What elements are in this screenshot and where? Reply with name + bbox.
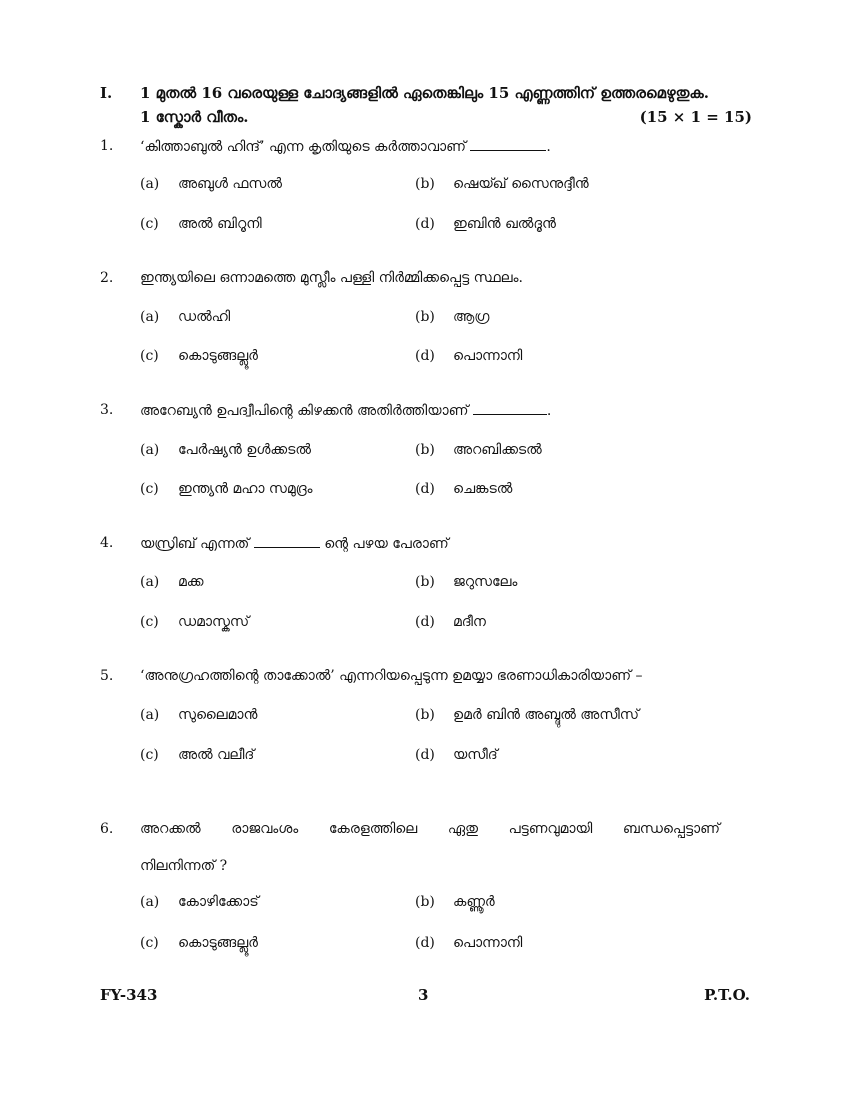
question-number: 1. xyxy=(100,138,114,154)
option-text: മദീന xyxy=(453,614,486,630)
answer-blank xyxy=(254,535,320,548)
option-text: പേർഷ്യൻ ഉൾക്കടൽ xyxy=(178,442,311,458)
option-text: അറബിക്കടൽ xyxy=(453,442,542,458)
option-label: (d) xyxy=(415,747,435,763)
option-label: (b) xyxy=(415,707,435,723)
option-text: കോഴിക്കോട് xyxy=(178,894,259,910)
option-text: ഷെയ്ഖ് സൈനുദ്ദീൻ xyxy=(453,176,589,192)
question-number: 4. xyxy=(100,535,114,551)
option-label: (d) xyxy=(415,481,435,497)
option-text: മക്ക xyxy=(178,574,204,590)
option-label: (d) xyxy=(415,216,435,232)
question-text-end: . xyxy=(546,139,551,155)
option-4d xyxy=(415,614,486,630)
option-label: (a) xyxy=(140,707,160,723)
answer-blank xyxy=(473,402,547,415)
option-text: ജറുസലേം xyxy=(453,574,518,590)
question-stem xyxy=(140,138,551,155)
option-text: ആഗ്ര xyxy=(453,309,490,325)
option-label: (a) xyxy=(140,309,160,325)
option-label: (b) xyxy=(415,176,435,192)
option-text: ഉമർ ബിൻ അബ്ദുൽ അസീസ് xyxy=(453,707,639,723)
option-text: അൽ വലീദ് xyxy=(178,747,255,763)
option-label: (a) xyxy=(140,176,160,192)
option-text: ഇന്ത്യൻ മഹാ സമുദ്രം xyxy=(178,481,313,497)
question-text-end: ന്റെ പഴയ പേരാണ് xyxy=(324,536,449,552)
option-label: (c) xyxy=(140,935,159,951)
option-text: ഡമാസ്കസ് xyxy=(178,614,250,630)
please-turn-over: P.T.O. xyxy=(704,986,750,1004)
option-text: അബുൾ ഫസൽ xyxy=(178,176,282,192)
question-text: ‘കിത്താബുൽ ഹിന്ദ്’ എന്ന കൃതിയുടെ കർത്താവാണ് xyxy=(140,139,466,155)
option-label: (d) xyxy=(415,614,435,630)
question-stem xyxy=(140,535,449,552)
question-number: 6. xyxy=(100,821,114,837)
option-label: (a) xyxy=(140,894,160,910)
question-number: 5. xyxy=(100,668,114,684)
option-6a xyxy=(140,894,259,910)
option-text: കണ്ണൂർ xyxy=(453,894,495,910)
question-text-line2: നിലനിന്നത് ? xyxy=(140,858,228,874)
option-6b xyxy=(415,894,495,910)
question-number: 2. xyxy=(100,270,114,286)
option-4a xyxy=(140,574,204,590)
option-1d xyxy=(415,216,556,232)
option-4b xyxy=(415,574,517,590)
option-text: പൊന്നാനി xyxy=(453,348,523,364)
option-label: (c) xyxy=(140,614,159,630)
option-6c xyxy=(140,935,258,951)
question-word: പട്ടണവുമായി xyxy=(508,821,593,837)
section-instruction: 1 മുതൽ 16 വരെയുള്ള ചോദ്യങ്ങളിൽ ഏതെങ്കിലും 15 എണ്ണത്തിന് ഉത്തരമെഴുതുക. xyxy=(140,84,709,102)
option-1a xyxy=(140,176,282,192)
option-5a xyxy=(140,707,257,723)
option-label: (b) xyxy=(415,574,435,590)
question-text-line1 xyxy=(140,821,720,837)
question-text: ‘അനുഗ്രഹത്തിന്റെ താക്കോൽ’ എന്നറിയപ്പെടുന്ന ഉമയ്യാ ഭരണാധികാരിയാണ് – xyxy=(140,668,643,684)
question-word: രാജവംശം xyxy=(231,821,299,837)
option-4c xyxy=(140,614,249,630)
answer-blank xyxy=(470,138,546,151)
option-text: ഇബിൻ ഖൽദൂൻ xyxy=(453,216,556,232)
option-3b xyxy=(415,442,542,458)
option-text: ചെങ്കടൽ xyxy=(453,481,513,497)
option-2d xyxy=(415,348,522,364)
score-note: 1 സ്കോർ വീതം. xyxy=(140,108,249,126)
option-label: (c) xyxy=(140,216,159,232)
paper-code: FY-343 xyxy=(100,986,158,1004)
option-3a xyxy=(140,442,311,458)
page-number: 3 xyxy=(418,986,429,1004)
option-2a xyxy=(140,309,230,325)
question-stem xyxy=(140,402,551,419)
option-label: (c) xyxy=(140,481,159,497)
question-number: 3. xyxy=(100,402,114,418)
option-text: യസീദ് xyxy=(453,747,498,763)
option-5d xyxy=(415,747,498,763)
question-text: അറേബ്യൻ ഉപദ്വീപിന്റെ കിഴക്കൻ അതിർത്തിയാണ് xyxy=(140,403,469,419)
option-1b xyxy=(415,176,589,192)
option-1c xyxy=(140,216,262,232)
option-5b xyxy=(415,707,639,723)
option-text: സുലൈമാൻ xyxy=(178,707,258,723)
option-label: (a) xyxy=(140,574,160,590)
option-label: (b) xyxy=(415,894,435,910)
option-text: കൊടുങ്ങല്ലൂർ xyxy=(178,935,258,951)
option-5c xyxy=(140,747,254,763)
option-label: (b) xyxy=(415,442,435,458)
question-text-end: . xyxy=(546,403,552,419)
question-word: കേരളത്തിലെ xyxy=(328,821,418,837)
option-2b xyxy=(415,309,489,325)
option-label: (b) xyxy=(415,309,435,325)
option-3d xyxy=(415,481,512,497)
option-text: പൊന്നാനി xyxy=(453,935,523,951)
question-word: ബന്ധപ്പെട്ടാണ് xyxy=(622,821,720,837)
option-text: കൊടുങ്ങല്ലൂർ xyxy=(178,348,258,364)
option-text: അൽ ബിറൂനി xyxy=(178,216,262,232)
question-word: ഏതു xyxy=(447,821,478,837)
option-label: (d) xyxy=(415,935,435,951)
option-label: (a) xyxy=(140,442,160,458)
option-text: ഡൽഹി xyxy=(178,309,231,325)
option-6d xyxy=(415,935,522,951)
section-number: I. xyxy=(100,84,113,102)
question-text: യസ്രിബ് എന്നത് xyxy=(140,536,250,552)
option-3c xyxy=(140,481,313,497)
section-marks: (15 × 1 = 15) xyxy=(639,108,752,126)
option-label: (d) xyxy=(415,348,435,364)
option-label: (c) xyxy=(140,747,159,763)
option-label: (c) xyxy=(140,348,159,364)
question-word: അറക്കൽ xyxy=(140,821,201,837)
question-text: ഇന്ത്യയിലെ ഒന്നാമത്തെ മുസ്ലീം പള്ളി നിർമ്മിക്കപ്പെട്ട സ്ഥലം. xyxy=(140,270,523,286)
option-2c xyxy=(140,348,258,364)
